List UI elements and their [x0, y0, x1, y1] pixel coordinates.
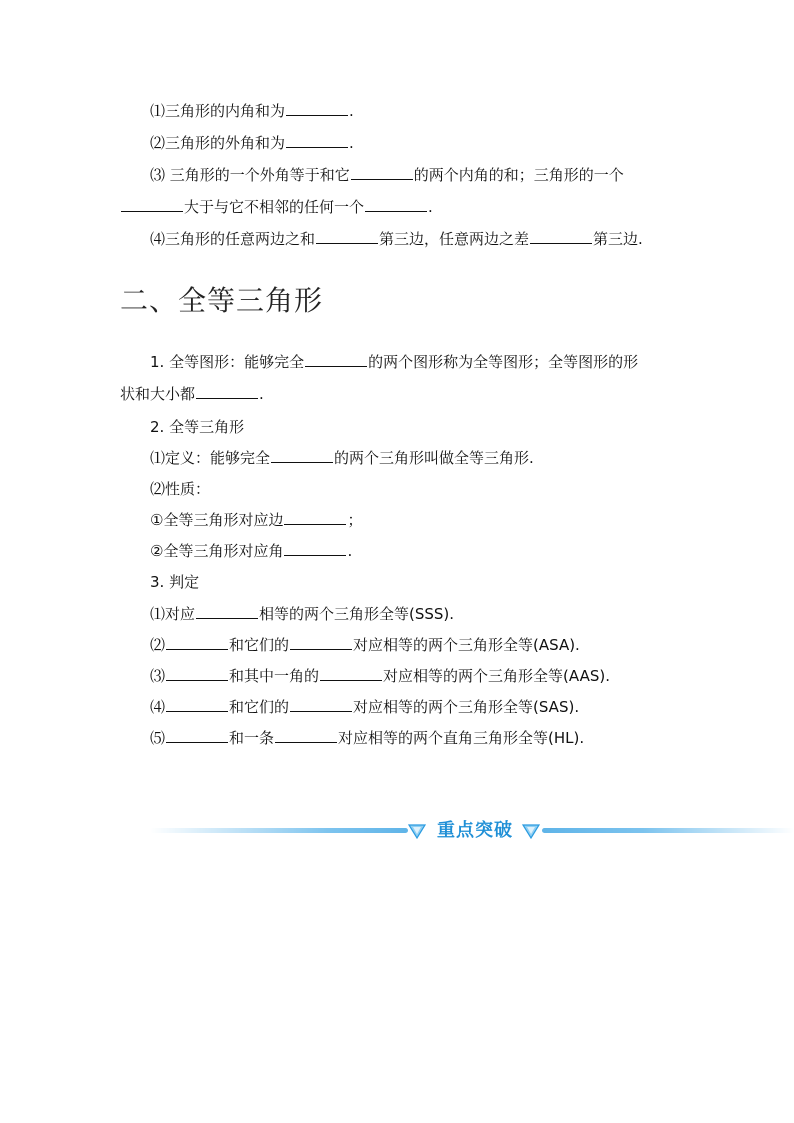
line-text: 第三边，任意两边之差: [379, 230, 530, 248]
line-text: ⑴对应: [150, 605, 196, 623]
line-text: ⑷: [150, 698, 166, 716]
line-text: ⑵: [150, 636, 166, 654]
line-text: ⑵三角形的外角和为: [150, 134, 286, 152]
fill-in-blank[interactable]: [166, 697, 228, 712]
line-text: 第三边.: [593, 230, 643, 248]
section2-title: 二、全等三角形: [120, 284, 324, 317]
fill-in-blank[interactable]: [305, 352, 367, 367]
banner-left-bar: [150, 828, 408, 833]
fill-in-blank[interactable]: [121, 197, 183, 212]
line-text: 和它们的: [229, 636, 290, 654]
line-text: .: [259, 385, 264, 403]
line-text: 相等的两个三角形全等(SSS).: [259, 605, 455, 623]
banner-right-arrow-icon: [522, 823, 540, 839]
line-text: 3. 判定: [150, 573, 200, 591]
line-text: 的两个三角形叫做全等三角形.: [334, 449, 534, 467]
fill-in-blank[interactable]: [196, 604, 258, 619]
fill-in-blank[interactable]: [271, 448, 333, 463]
line-text: 1. 全等图形：能够完全: [150, 353, 305, 371]
text-line: [150, 417, 244, 437]
line-text: ；: [347, 511, 363, 529]
line-text: .: [349, 102, 354, 120]
text-line: [120, 384, 264, 404]
fill-in-blank[interactable]: [166, 666, 228, 681]
line-text: ⑶ 三角形的一个外角等于和它: [150, 166, 350, 184]
line-text: 和它们的: [229, 698, 290, 716]
line-text: .: [349, 134, 354, 152]
fill-in-blank[interactable]: [320, 666, 382, 681]
line-text: ⑸: [150, 729, 166, 747]
line-text: 大于与它不相邻的任何一个: [184, 198, 365, 216]
text-line: [150, 479, 210, 499]
fill-in-blank[interactable]: [284, 510, 346, 525]
fill-in-blank[interactable]: [196, 384, 258, 399]
text-line: [150, 352, 638, 372]
text-line: [150, 510, 362, 530]
line-text: 的两个图形称为全等图形；全等图形的形: [368, 353, 639, 371]
fill-in-blank[interactable]: [530, 229, 592, 244]
fill-in-blank[interactable]: [365, 197, 427, 212]
line-text: 对应相等的两个直角三角形全等(HL).: [338, 729, 585, 747]
line-text: ⑵性质：: [150, 480, 211, 498]
fill-in-blank[interactable]: [351, 165, 413, 180]
banner-left-arrow-icon: [408, 823, 426, 839]
line-text: .: [428, 198, 433, 216]
fill-in-blank[interactable]: [290, 697, 352, 712]
line-text: ⑴三角形的内角和为: [150, 102, 286, 120]
banner-label: 重点突破: [437, 820, 513, 841]
fill-in-blank[interactable]: [286, 101, 348, 116]
text-line: [150, 572, 199, 592]
line-text: 和其中一角的: [229, 667, 320, 685]
fill-in-blank[interactable]: [284, 541, 346, 556]
line-text: 对应相等的两个三角形全等(SAS).: [353, 698, 580, 716]
text-line: [150, 666, 610, 686]
line-text: ⑷三角形的任意两边之和: [150, 230, 316, 248]
text-line: [150, 133, 354, 153]
text-line: [150, 728, 584, 748]
line-text: ②全等三角形对应角: [150, 542, 284, 560]
line-text: 和一条: [229, 729, 275, 747]
line-text: .: [347, 542, 353, 560]
line-text: 对应相等的两个三角形全等(AAS).: [383, 667, 610, 685]
text-line: [150, 541, 352, 561]
text-line: [150, 635, 580, 655]
line-text: ①全等三角形对应边: [150, 511, 284, 529]
fill-in-blank[interactable]: [275, 728, 337, 743]
line-text: 状和大小都: [120, 385, 196, 403]
text-line: [150, 165, 624, 185]
line-text: 对应相等的两个三角形全等(ASA).: [353, 636, 580, 654]
text-line: [150, 448, 534, 468]
fill-in-blank[interactable]: [166, 728, 228, 743]
fill-in-blank[interactable]: [316, 229, 378, 244]
line-text: 2. 全等三角形: [150, 418, 245, 436]
text-line: [150, 101, 354, 121]
line-text: 的两个内角的和；三角形的一个: [413, 166, 624, 184]
fill-in-blank[interactable]: [290, 635, 352, 650]
line-text: ⑶: [150, 667, 166, 685]
banner-right-bar: [542, 828, 794, 833]
fill-in-blank[interactable]: [286, 133, 348, 148]
text-line: [150, 229, 643, 249]
fill-in-blank[interactable]: [166, 635, 228, 650]
text-line: [150, 697, 579, 717]
line-text: ⑴定义：能够完全: [150, 449, 271, 467]
text-line: [120, 197, 433, 217]
text-line: [150, 604, 454, 624]
section-banner: [150, 818, 794, 844]
